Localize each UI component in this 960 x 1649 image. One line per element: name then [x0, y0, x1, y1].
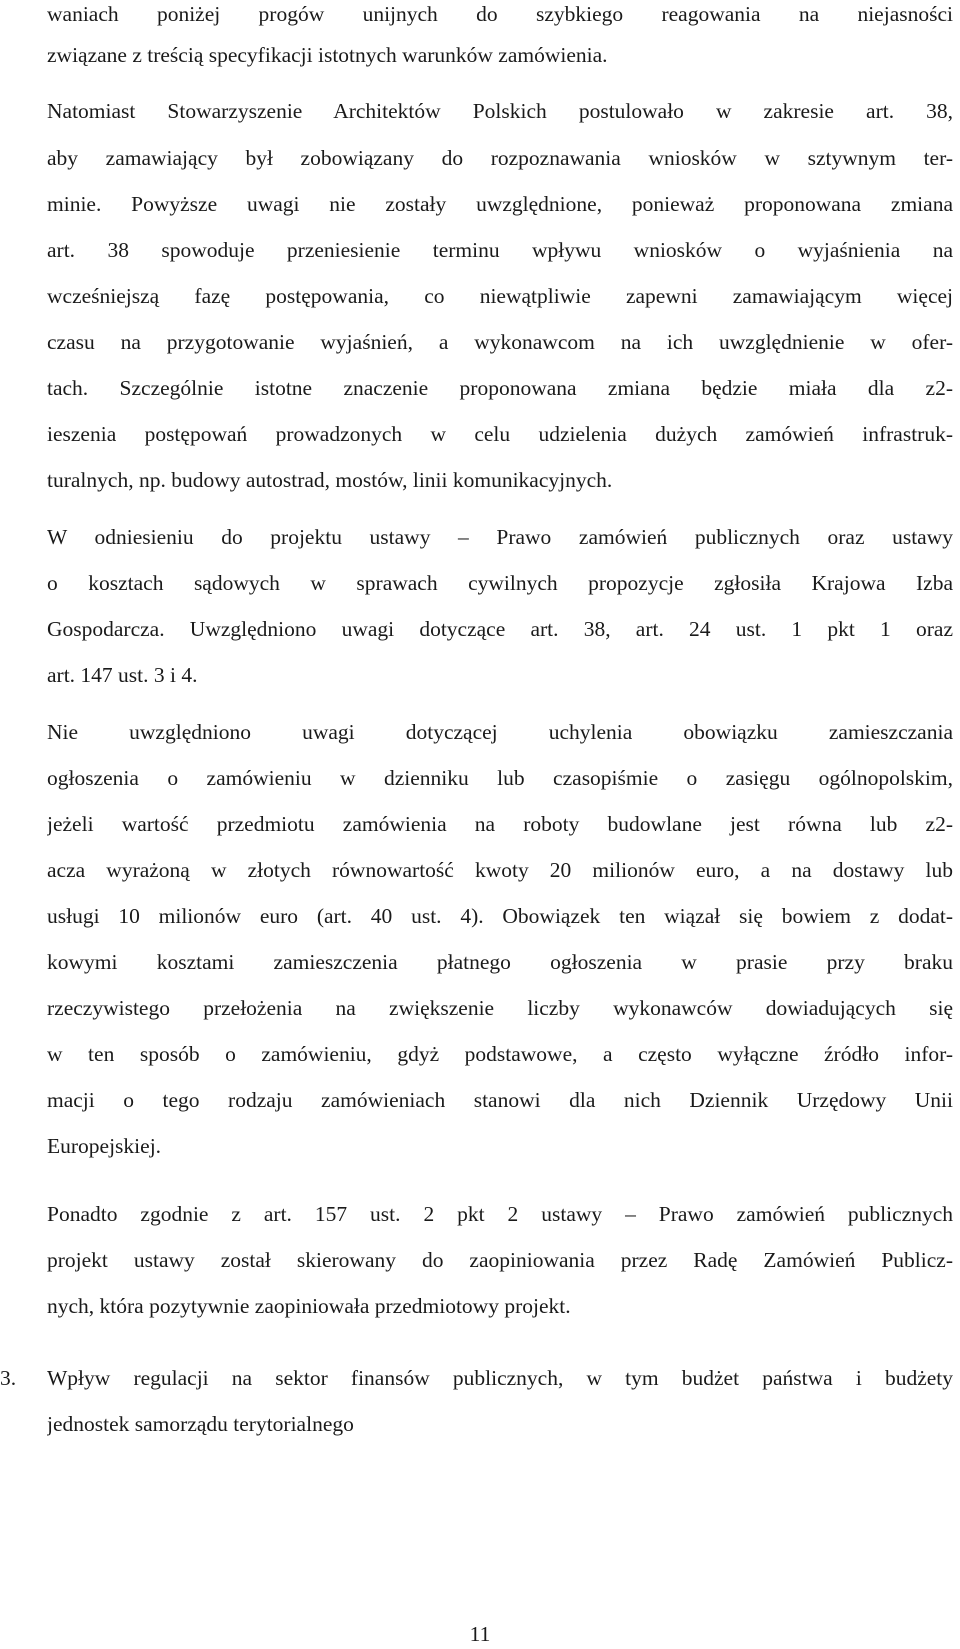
- text-line: Europejskiej.: [47, 1134, 162, 1158]
- text-line: W odniesieniu do projektu ustawy – Prawo zamówień publicznych oraz ustawy: [47, 525, 953, 549]
- text-line: rzeczywistego przełożenia na zwiększenie liczby wykonawców dowiadujących się: [47, 996, 953, 1020]
- text-line: o kosztach sądowych w sprawach cywilnych propozycje zgłosiła Krajowa Izba: [47, 571, 953, 595]
- text-line: usługi 10 milionów euro (art. 40 ust. 4). Obowiązek ten wiązał się bowiem z dodat-: [47, 904, 953, 928]
- text-line: art. 38 spowoduje przeniesienie terminu wpływu wniosków o wyjaśnienia na: [47, 238, 953, 262]
- text-line: w ten sposób o zamówieniu, gdyż podstawowe, a często wyłączne źródło infor-: [47, 1042, 953, 1066]
- text-line: tach. Szczególnie istotne znaczenie proponowana zmiana będzie miała dla z2-: [47, 376, 953, 400]
- text-line: acza wyrażoną w złotych równowartość kwoty 20 milionów euro, a na dostawy lub: [47, 858, 953, 882]
- text-line: macji o tego rodzaju zamówieniach stanowi dla nich Dziennik Urzędowy Unii: [47, 1088, 953, 1112]
- section-heading-line: Wpływ regulacji na sektor finansów publicznych, w tym budżet państwa i budżety: [47, 1366, 953, 1390]
- page-number: 11: [469, 1622, 491, 1646]
- text-line: waniach poniżej progów unijnych do szybkiego reagowania na niejasności: [47, 2, 953, 26]
- text-line: projekt ustawy został skierowany do zaopiniowania przez Radę Zamówień Publicz-: [47, 1248, 953, 1272]
- text-line: Ponadto zgodnie z art. 157 ust. 2 pkt 2 ustawy – Prawo zamówień publicznych: [47, 1202, 953, 1226]
- section-heading-line: jednostek samorządu terytorialnego: [47, 1412, 354, 1436]
- text-line: jeżeli wartość przedmiotu zamówienia na roboty budowlane jest równa lub z2-: [47, 812, 953, 836]
- text-line: nych, która pozytywnie zaopiniowała przedmiotowy projekt.: [47, 1294, 571, 1318]
- text-line: minie. Powyższe uwagi nie zostały uwzględnione, ponieważ proponowana zmiana: [47, 192, 953, 216]
- text-line: czasu na przygotowanie wyjaśnień, a wykonawcom na ich uwzględnienie w ofer-: [47, 330, 953, 354]
- text-line: Gospodarcza. Uwzględniono uwagi dotyczące art. 38, art. 24 ust. 1 pkt 1 oraz: [47, 617, 953, 641]
- text-line: Nie uwzględniono uwagi dotyczącej uchylenia obowiązku zamieszczania: [47, 720, 953, 744]
- text-line: ieszenia postępowań prowadzonych w celu udzielenia dużych zamówień infrastruk-: [47, 422, 953, 446]
- text-line: ogłoszenia o zamówieniu w dzienniku lub czasopiśmie o zasięgu ogólnopolskim,: [47, 766, 953, 790]
- text-line: wcześniejszą fazę postępowania, co niewątpliwie zapewni zamawiającym więcej: [47, 284, 953, 308]
- text-line: turalnych, np. budowy autostrad, mostów, linii komunikacyjnych.: [47, 468, 613, 492]
- text-line: Natomiast Stowarzyszenie Architektów Polskich postulowało w zakresie art. 38,: [47, 99, 953, 123]
- text-line: aby zamawiający był zobowiązany do rozpoznawania wniosków w sztywnym ter-: [47, 146, 953, 170]
- section-number: 3.: [0, 1366, 17, 1390]
- text-line: związane z treścią specyfikacji istotnych warunków zamówienia.: [47, 43, 608, 67]
- text-line: art. 147 ust. 3 i 4.: [47, 663, 198, 687]
- text-line: kowymi kosztami zamieszczenia płatnego ogłoszenia w prasie przy braku: [47, 950, 953, 974]
